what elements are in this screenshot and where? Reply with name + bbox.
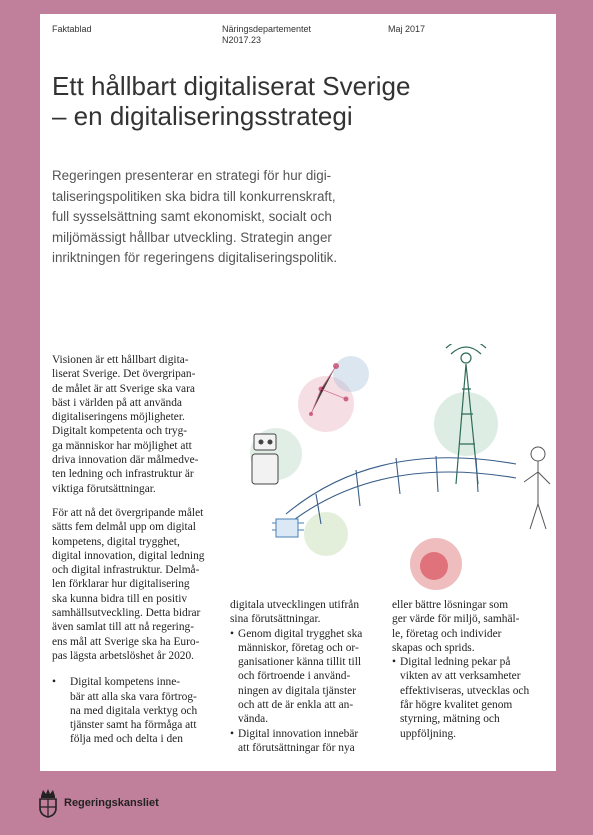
text-line: ska kunna bidra till en positiv [52, 592, 188, 605]
header-department [222, 24, 311, 46]
text-line: även samlat till att nå regering- [52, 621, 195, 634]
column-3 [392, 598, 552, 741]
vision-paragraph [52, 353, 212, 496]
text-line: de målet är att Sverige ska vara [52, 382, 195, 395]
header-type: Faktablad [52, 24, 92, 34]
text-line: För att nå det övergripande målet [52, 506, 204, 519]
title-line-1: Ett hållbart digitaliserat Sverige [52, 71, 411, 101]
lead-line: miljömässigt hållbar utveckling. Strategin anger [52, 229, 332, 245]
header-date: Maj 2017 [388, 24, 426, 34]
text-line: får högre kvalitet genom [400, 699, 513, 712]
text-line: ningen av digitala tjänster [238, 684, 356, 697]
lead-line: full sysselsättning samt ekonomiskt, socialt och [52, 209, 332, 224]
column-1 [52, 353, 212, 747]
text-line: digitala utvecklingen utifrån [230, 599, 360, 611]
column-2 [230, 598, 380, 755]
fact-sheet-page [40, 14, 556, 771]
lead-line: inriktningen för regeringens digitaliseringspolitik. [52, 250, 338, 265]
text-line: sina förutsättningar. [230, 613, 321, 626]
text-line: människor, företag och or- [238, 641, 359, 654]
text-line: ger värde för miljö, samhäl- [392, 613, 520, 626]
bullet-digital-leadership [392, 655, 552, 741]
crown-shield-icon [38, 788, 58, 818]
goals-paragraph [52, 506, 212, 663]
reference-number: N2017.23 [222, 35, 262, 45]
text-line: na med digitala verktyg och [70, 704, 198, 717]
text-line: vända. [238, 713, 269, 726]
text-line: digitaliseringens möjligheter. [52, 411, 185, 424]
bullet-icon: • [52, 676, 56, 689]
text-line: och att de är enkla att an- [238, 699, 354, 712]
text-line: liserat Sverige. Det övergripan- [52, 368, 196, 381]
continuation-text [392, 598, 552, 655]
title-line-2: – en digitaliseringsstrategi [52, 101, 353, 131]
text-line: viktiga förutsättningar. [52, 482, 156, 495]
text-line: styrning, mätning och [400, 713, 500, 726]
text-line: och digital infrastruktur. Delmå- [52, 564, 200, 577]
text-line: ten ledning och infrastruktur är [52, 468, 194, 481]
text-line: Digitalt kompetenta och tryg- [52, 425, 188, 438]
lead-line: Regeringen presenterar en strategi för hur digi- [52, 168, 332, 183]
lead-paragraph [52, 166, 382, 269]
bullet-digital-innovation [230, 727, 380, 756]
text-line: driva innovation där målmedve- [52, 454, 199, 467]
text-line: kompetens, digital trygghet, [52, 535, 180, 548]
text-line: effektiviseras, utvecklas och [400, 684, 530, 697]
continuation-text [230, 598, 380, 627]
bullet-icon: • [392, 656, 396, 669]
text-line: digital innovation, digital ledning [52, 549, 205, 562]
text-line: tjänster samt ha förmåga att [70, 719, 197, 732]
lead-line: taliseringspolitiken ska bidra till konkurrenskraft, [52, 188, 336, 204]
text-line: ens mål att Sverige ska ha Euro- [52, 635, 200, 648]
illustration-icon [216, 344, 556, 594]
text-line: uppföljning. [400, 727, 457, 740]
text-line: eller bättre lösningar som [392, 599, 509, 611]
text-line: att förutsättningar för nya [238, 741, 355, 754]
text-line: bär att alla ska vara förtrog- [70, 690, 197, 703]
page-title [52, 71, 522, 131]
text-line: sätts fem delmål upp om digital [52, 521, 196, 534]
text-line: Digital innovation innebär [238, 727, 359, 740]
text-line: len förklarar hur digitalisering [52, 578, 190, 591]
logo-text: Regeringskansliet [64, 797, 159, 809]
bullet-icon: • [230, 727, 234, 740]
text-line: ga människor har möjlighet att [52, 439, 192, 452]
text-line: samhällsutveckling. Detta bidrar [52, 607, 201, 620]
digitalization-illustration [216, 344, 556, 594]
bullet-icon: • [230, 627, 234, 640]
footer-logo [38, 788, 159, 818]
text-line: le, företag och individer [392, 627, 502, 640]
text-line: Genom digital trygghet ska [238, 627, 363, 640]
text-line: följa med och delta i den [70, 733, 183, 746]
text-line: skapas och sprids. [392, 641, 475, 654]
text-line: och förtroende i använd- [238, 670, 351, 683]
text-line: Digital kompetens inne- [70, 676, 181, 689]
text-line: Visionen är ett hållbart digita- [52, 354, 189, 366]
text-line: vikten av att verksamheter [400, 670, 521, 683]
text-line: bäst i världen på att använda [52, 396, 182, 409]
bullet-digital-security [230, 627, 380, 727]
text-line: pas lägsta arbetslöshet år 2020. [52, 649, 195, 662]
bullet-digital-competence [52, 675, 212, 746]
text-line: Digital ledning pekar på [400, 656, 511, 669]
text-line: ganisationer känna tillit till [238, 656, 362, 669]
department-name: Näringsdepartementet [222, 24, 312, 34]
